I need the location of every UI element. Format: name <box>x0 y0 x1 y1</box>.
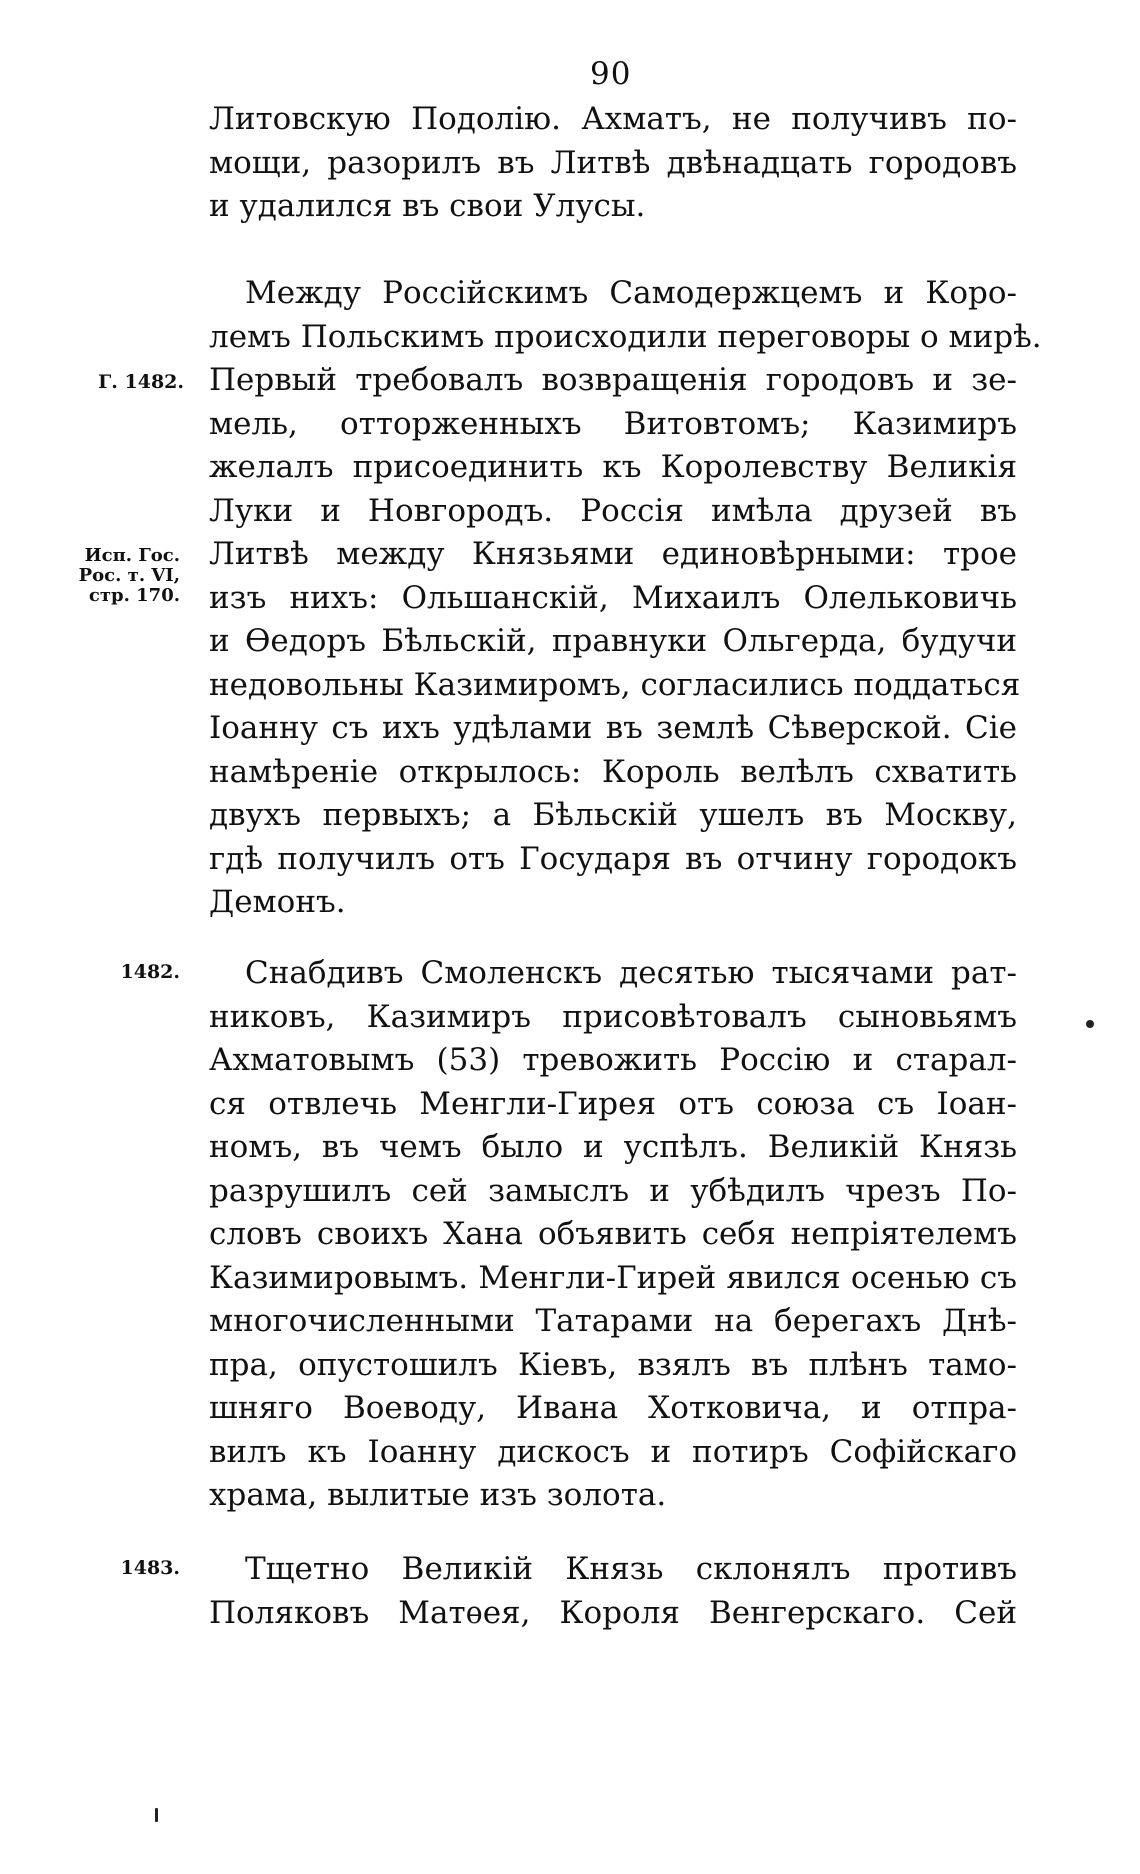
page-number: 90 <box>590 56 632 92</box>
text-line: разрушилъ сей замыслъ и убѣдилъ чрезъ По- <box>209 1172 1017 1209</box>
text-line: Между Россійскимъ Самодержцемъ и Коро- <box>245 275 1017 311</box>
text-line: желалъ присоединить къ Королевству Великія <box>209 449 1017 485</box>
text-line: мель, отторженныхъ Витовтомъ; Казимиръ <box>209 405 1017 442</box>
margin-source-line: Исп. Гос. <box>84 545 180 566</box>
text-line: храма, вылитые изъ золота. <box>209 1477 667 1513</box>
scan-speck <box>155 1808 158 1822</box>
margin-year-note: 1483. <box>120 1557 180 1579</box>
text-line: и удалился въ свои Улусы. <box>209 188 646 224</box>
text-line: Первый требовалъ возвращенія городовъ и зе- <box>209 362 1017 398</box>
text-line: двухъ первыхъ; а Бѣльскій ушелъ въ Москву, <box>209 797 1017 833</box>
margin-source-line: Рос. т. VI, <box>78 565 180 586</box>
text-line: Тщетно Великій Князь склонялъ противъ <box>245 1551 1017 1587</box>
paragraph-3 <box>209 952 1017 1518</box>
text-line: недовольны Казимиромъ, согласились поддаться <box>209 666 1021 703</box>
margin-source-note <box>54 546 180 606</box>
text-line: шняго Воеводу, Ивана Хотковича, и отпра- <box>209 1390 1017 1426</box>
text-line: вилъ къ Іоанну дискосъ и потиръ Софійскаго <box>209 1433 1017 1470</box>
text-line: гдѣ получилъ отъ Государя въ отчину городокъ <box>209 840 1017 877</box>
text-line: Снабдивъ Смоленскъ десятью тысячами рат- <box>245 955 1017 991</box>
margin-year-note: 1482. <box>120 961 180 983</box>
text-line: ся отвлечь Менгли-Гирея отъ союза съ Іоан- <box>209 1085 1017 1122</box>
text-line: намѣреніе открылось: Король велѣлъ схватить <box>209 753 1017 790</box>
text-line: лемъ Польскимъ происходили переговоры о мирѣ. <box>209 318 1042 355</box>
text-line: Казимировымъ. Менгли-Гирей явился осенью съ <box>209 1259 1017 1296</box>
text-line: и Ѳедоръ Бѣльскій, правнуки Ольгерда, будучи <box>209 623 1017 659</box>
text-line: Демонъ. <box>209 884 346 920</box>
paragraph-1 <box>209 98 1017 229</box>
text-line: изъ нихъ: Ольшанскій, Михаилъ Олельковичь <box>209 579 1017 616</box>
text-line: словъ своихъ Хана объявить себя непріятелемъ <box>209 1216 1017 1252</box>
text-line: многочисленными Татарами на берегахъ Днѣ- <box>209 1303 1017 1339</box>
text-line: Луки и Новгородъ. Россія имѣла друзей въ <box>209 492 1017 529</box>
text-line: Ахматовымъ (53) тревожить Россію и старал- <box>209 1042 1017 1078</box>
text-line: номъ, въ чемъ было и успѣлъ. Великій Князь <box>209 1129 1017 1165</box>
text-line: никовъ, Казимиръ присовѣтовалъ сыновьямъ <box>209 998 1017 1035</box>
text-line: Іоанну съ ихъ удѣлами въ землѣ Сѣверской. Сіе <box>209 710 1017 746</box>
margin-source-line: стр. 170. <box>88 585 180 606</box>
text-line: пра, опустошилъ Кіевъ, взялъ въ плѣнъ тамо- <box>209 1346 1017 1383</box>
scan-speck <box>1086 1020 1094 1028</box>
text-line: Поляковъ Матѳея, Короля Венгерскаго. Сей <box>209 1594 1017 1631</box>
text-line: мощи, разорилъ въ Литвѣ двѣнадцать городовъ <box>209 144 1017 181</box>
margin-year-note: Г. 1482. <box>98 371 184 393</box>
paragraph-2 <box>209 272 1042 925</box>
text-line: Литвѣ между Князьями единовѣрными: трое <box>209 536 1017 572</box>
text-line: Литовскую Подолію. Ахматъ, не получивъ по- <box>209 101 1017 137</box>
paragraph-4 <box>209 1548 1017 1635</box>
